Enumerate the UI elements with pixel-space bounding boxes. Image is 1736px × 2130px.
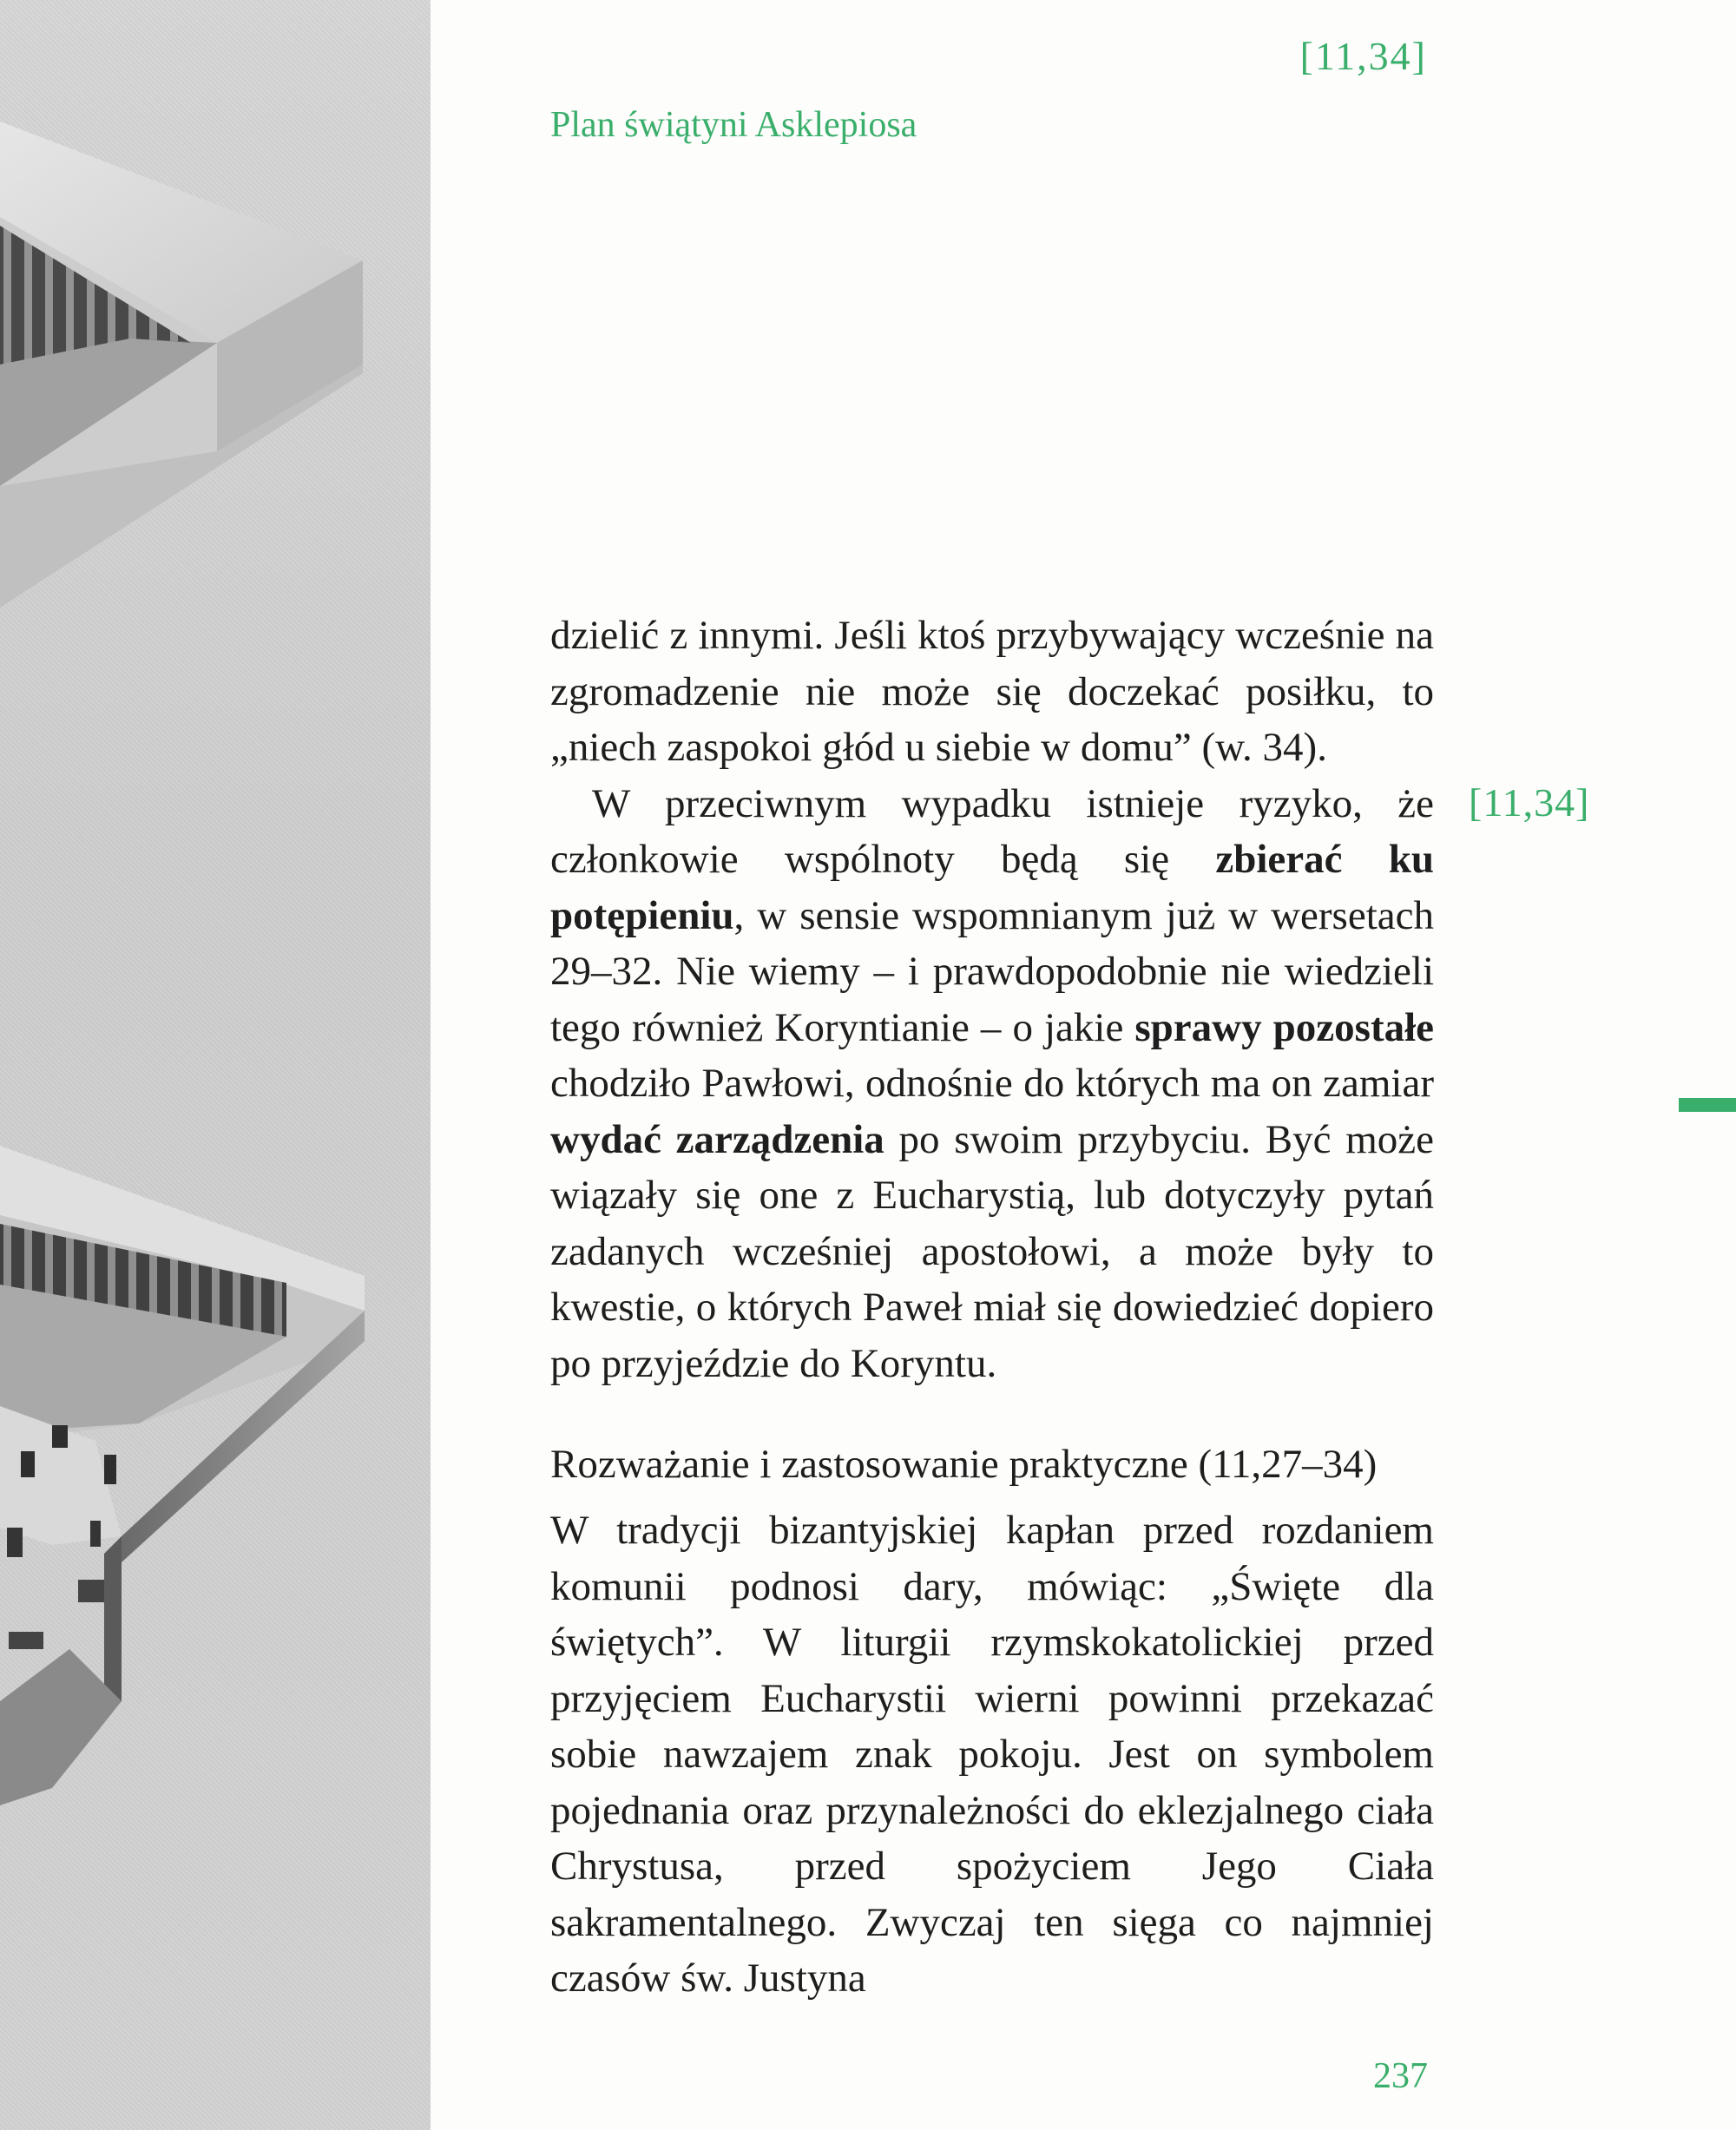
thumb-index-tab (1679, 1098, 1736, 1112)
temple-model-photo (0, 0, 431, 2130)
temple-model-illustration (0, 0, 431, 2130)
paragraph-2-text-1: W przeciwnym wypadku istnieje ryzyko, że członkowie wspólnoty będą się (550, 780, 1434, 882)
paragraph-1: dzielić z innymi. Jeśli ktoś przybywający wcześnie na zgromadzenie nie może się doczekać posiłku, to „niech zaspokoi głód u siebie w domu” (w. 34). (550, 613, 1434, 770)
paragraph-2-text-2: , w sensie wspomnianym już w wersetach 29–32. Nie wiemy – i prawdopodobnie nie wiedzieli tego również Koryntianie – o jakie (550, 892, 1434, 1050)
paragraph-2-text-3: chodziło Pawłowi, odnośnie do których ma on zamiar (550, 1061, 1434, 1106)
section-body-text (550, 1502, 1434, 2007)
section-heading: Rozważanie i zastosowanie praktyczne (11,27–34) (550, 1442, 1378, 1487)
chapter-reference: [11,34] (1299, 34, 1427, 78)
bold-phrase-3: wydać zarządzenia (550, 1116, 884, 1162)
figure-caption: Plan świątyni Asklepiosa (550, 105, 917, 145)
page-number: 237 (1373, 2056, 1428, 2096)
margin-verse-reference: [11,34] (1469, 780, 1590, 825)
body-text (550, 608, 1434, 1391)
paragraph-2-text-4: po swoim przybyciu. Być może wiązały się one z Eucharystią, lub dotyczyły pytań zadanych wcześniej apostołowi, a może były to kwestie, o których Paweł miał się dowiedzieć dopiero po przyjeździe do Koryntu. (550, 1116, 1434, 1386)
bold-phrase-2: sprawy pozostałe (1134, 1004, 1435, 1050)
bold-phrase-1: zbierać ku potępieniu (550, 837, 1435, 938)
paragraph-2 (550, 776, 1434, 1392)
section-paragraph: W tradycji bizantyjskiej kapłan przed rozdaniem komunii podnosi dary, mówiąc: „Święte dla świętych”. W liturgii rzymskokatolickiej przed przyjęciem Eucharystii wierni powinni przekazać sobie nawzajem znak pokoju. Jest on symbolem pojednania oraz przynależności do eklezjalnego ciała Chrystusa, przed spożyciem Jego Ciała sakramentalnego. Zwyczaj ten sięga co najmniej czasów św. Justyna (550, 1508, 1434, 2001)
